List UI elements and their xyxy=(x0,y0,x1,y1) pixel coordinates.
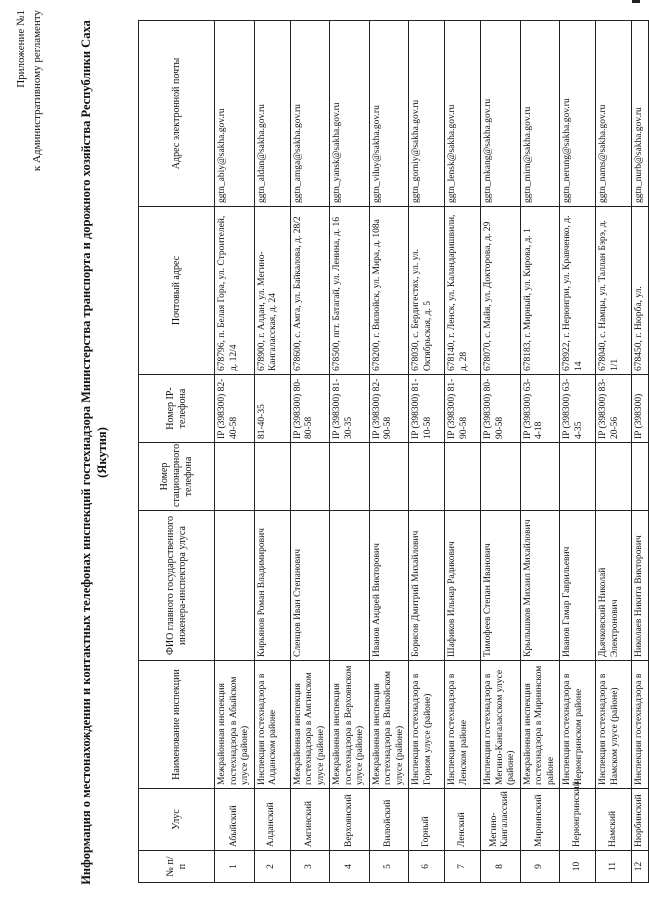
postal-address-cell: 678500, пгт. Батагай, ул. Ленина, д. 16 xyxy=(330,207,370,375)
ulus-cell: Ленский xyxy=(445,789,481,851)
landline-cell xyxy=(290,443,330,511)
ulus-cell: Верхоянский xyxy=(330,789,370,851)
inspector-name-cell: Иванов Андрей Викторович xyxy=(369,511,409,661)
table-row xyxy=(369,21,409,883)
landline-cell xyxy=(445,443,481,511)
ulus-cell: Мирнинский xyxy=(520,789,560,851)
ip-phone-cell: IP (398300) 82-40-58 xyxy=(215,375,255,443)
ip-phone-cell: IP (398300) 81-90-58 xyxy=(445,375,481,443)
inspection-name-cell: Инспекция гостехнадзора в Ленском районе xyxy=(445,661,481,789)
landline-cell xyxy=(409,443,445,511)
email-cell: ggtn_abiy@sakha.gov.ru xyxy=(215,21,255,207)
inspector-name-cell: Кирьянов Роман Владимирович xyxy=(254,511,290,661)
row-number: 6 xyxy=(409,851,445,883)
inspection-name-cell: Инспекция гостехнадзора в Намском улусе (районе) xyxy=(596,661,632,789)
ip-phone-cell: IP (398300) 63-4-35 xyxy=(560,375,596,443)
landline-cell xyxy=(215,443,255,511)
landline-cell xyxy=(520,443,560,511)
landline-cell xyxy=(596,443,632,511)
ip-phone-cell: IP (398300) xyxy=(632,375,649,443)
header-number: № п/п xyxy=(139,851,215,883)
inspector-name-cell xyxy=(215,511,255,661)
table-row xyxy=(254,21,290,883)
postal-address-cell: 678040, с. Намцы, ул. Таллан Бэрэ, д. 1/1 xyxy=(596,207,632,375)
inspection-name-cell: Инспекция гостехнадзора в Горном улусе (районе) xyxy=(409,661,445,789)
email-cell: ggtn_nams@sakha.gov.ru xyxy=(596,21,632,207)
landline-cell xyxy=(481,443,521,511)
inspector-name-cell: Иванов Гамар Гаврильевич xyxy=(560,511,596,661)
postal-address-cell: 678796, п. Белая Гора, ул. Строителей, д. 12/4 xyxy=(215,207,255,375)
header-postal-address: Почтовый адрес xyxy=(139,207,215,375)
inspector-name-cell: Сленцов Иван Степанович xyxy=(290,511,330,661)
ip-phone-cell: IP (398300) 81-30-35 xyxy=(330,375,370,443)
inspector-name-cell: Николаев Никита Викторович xyxy=(632,511,649,661)
table-row xyxy=(215,21,255,883)
inspector-name-cell xyxy=(330,511,370,661)
email-cell: ggtn_aldan@sakha.gov.ru xyxy=(254,21,290,207)
row-number: 2 xyxy=(254,851,290,883)
table-row xyxy=(330,21,370,883)
table-row xyxy=(596,21,632,883)
postal-address-cell: 678070, с. Майя, ул. Докторова, д. 29 xyxy=(481,207,521,375)
document-title: Информация о местонахождении и контактных телефонах инспекций гостехнадзора Министерства транспорта и дорожного хозяйства Республики Саха (Якутия) xyxy=(79,20,109,885)
header-ulus: Улус xyxy=(139,789,215,851)
postal-address-cell: 678183, г. Мирный, ул. Кирова, д. 1 xyxy=(520,207,560,375)
landline-cell xyxy=(369,443,409,511)
table-row xyxy=(409,21,445,883)
email-cell: ggtn_viluy@sakha.gov.ru xyxy=(369,21,409,207)
row-number: 3 xyxy=(290,851,330,883)
ulus-cell: Абыйский xyxy=(215,789,255,851)
inspection-name-cell: Межрайонная инспекция гостехнадзора в Вилюйском улусе (районе) xyxy=(369,661,409,789)
inspector-name-cell: Шафиков Ильнар Радикович xyxy=(445,511,481,661)
row-number: 1 xyxy=(215,851,255,883)
table-row xyxy=(520,21,560,883)
inspection-name-cell: Инспекция гостехнадзора в Мегино-Кангаласском улусе (районе) xyxy=(481,661,521,789)
ulus-cell: Нюрбинский xyxy=(632,789,649,851)
table-row xyxy=(632,21,649,883)
email-cell: ggtn_gorniy@sakha.gov.ru xyxy=(409,21,445,207)
postal-address-cell: 678922, г. Нерюнгри, ул. Кравченко, д. 14 xyxy=(560,207,596,375)
email-cell: ggtn_nurb@sakha.gov.ru xyxy=(632,21,649,207)
postal-address-cell: 678200, г. Вилюйск, ул. Мира, д. 108а xyxy=(369,207,409,375)
row-number: 11 xyxy=(596,851,632,883)
header-ip-phone: Номер IP-телефона xyxy=(139,375,215,443)
postal-address-cell: 678450, г. Нюрба, ул. xyxy=(632,207,649,375)
ulus-cell: Мегино-Кангаласский xyxy=(481,789,521,851)
inspection-name-cell: Инспекция гостехнадзора в xyxy=(632,661,649,789)
inspection-name-cell: Межрайонная инспекция гостехнадзора в Абыйском улусе (районе) xyxy=(215,661,255,789)
inspector-name-cell: Дьячковский Николай Электронович xyxy=(596,511,632,661)
inspector-name-cell: Тимофеев Степан Иванович xyxy=(481,511,521,661)
ulus-cell: Нерюнгринский xyxy=(560,789,596,851)
row-number: 12 xyxy=(632,851,649,883)
appendix-line-2: к Административному регламенту xyxy=(31,10,43,172)
inspection-name-cell: Инспекция гостехнадзора в Алданском районе xyxy=(254,661,290,789)
ip-phone-cell: 81-40-35 xyxy=(254,375,290,443)
inspection-name-cell: Межрайонная инспекция гостехнадзора в Амгинском улусе (районе) xyxy=(290,661,330,789)
page-edge-mark xyxy=(632,0,640,3)
email-cell: ggtn_mkang@sakha.gov.ru xyxy=(481,21,521,207)
email-cell: ggtn_mirn@sakha.gov.ru xyxy=(520,21,560,207)
header-landline-phone: Номер стационарного телефона xyxy=(139,443,215,511)
ulus-cell: Алданский xyxy=(254,789,290,851)
ip-phone-cell: IP (398300) 80-80-58 xyxy=(290,375,330,443)
ip-phone-cell: IP (398300) 83-20-56 xyxy=(596,375,632,443)
table-row xyxy=(560,21,596,883)
postal-address-cell: 678140, г. Ленск, ул. Каландаришвили, д. 28 xyxy=(445,207,481,375)
postal-address-cell: 678600, с. Амга, ул. Байкалова, д. 28/2 xyxy=(290,207,330,375)
inspection-name-cell: Инспекция гостехнадзора в Нерюнгринском районе xyxy=(560,661,596,789)
appendix-line-1: Приложение №1 xyxy=(15,10,27,88)
inspection-name-cell: Межрайонная инспекция гостехнадзора в Мирнинском районе xyxy=(520,661,560,789)
landline-cell xyxy=(560,443,596,511)
row-number: 4 xyxy=(330,851,370,883)
inspections-table xyxy=(138,20,649,883)
ip-phone-cell: IP (398300) 82-90-58 xyxy=(369,375,409,443)
inspection-name-cell: Межрайонная инспекция гостехнадзора в Верхоянском улусе (районе) xyxy=(330,661,370,789)
row-number: 9 xyxy=(520,851,560,883)
ulus-cell: Амгинский xyxy=(290,789,330,851)
email-cell: ggtn_lensk@sakha.gov.ru xyxy=(445,21,481,207)
inspector-name-cell: Борисов Дмитрий Михайлович xyxy=(409,511,445,661)
ulus-cell: Вилюйский xyxy=(369,789,409,851)
landline-cell xyxy=(330,443,370,511)
header-inspection-name: Наименование инспекции xyxy=(139,661,215,789)
ulus-cell: Горный xyxy=(409,789,445,851)
header-inspector-name: ФИО главного государственного инженера-инспектора улуса xyxy=(139,511,215,661)
ip-phone-cell: IP (398300) 81-10-58 xyxy=(409,375,445,443)
postal-address-cell: 678030, с. Бердигестях, ул. ул. Октябрьская, д. 5 xyxy=(409,207,445,375)
email-cell: ggtn_amga@sakha.gov.ru xyxy=(290,21,330,207)
ulus-cell: Намский xyxy=(596,789,632,851)
row-number: 7 xyxy=(445,851,481,883)
postal-address-cell: 678900, г. Алдан, ул. Мегино-Кангаласская, д. 24 xyxy=(254,207,290,375)
landline-cell xyxy=(254,443,290,511)
inspector-name-cell: Крылышков Михаил Михайлович xyxy=(520,511,560,661)
ip-phone-cell: IP (398300) 63-4-18 xyxy=(520,375,560,443)
table-header-row xyxy=(139,21,215,883)
landline-cell xyxy=(632,443,649,511)
row-number: 5 xyxy=(369,851,409,883)
row-number: 8 xyxy=(481,851,521,883)
table-row xyxy=(290,21,330,883)
email-cell: ggtn_nerung@sakha.gov.ru xyxy=(560,21,596,207)
table-row xyxy=(481,21,521,883)
table-row xyxy=(445,21,481,883)
header-email: Адрес электронной почты xyxy=(139,21,215,207)
row-number: 10 xyxy=(560,851,596,883)
email-cell: ggtn_yansk@sakha.gov.ru xyxy=(330,21,370,207)
ip-phone-cell: IP (398300) 80-90-58 xyxy=(481,375,521,443)
